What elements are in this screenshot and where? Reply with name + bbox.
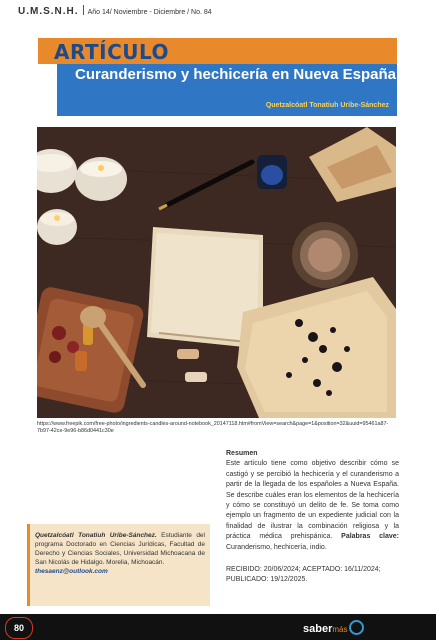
article-title: Curanderismo y hechicería en Nueva España	[75, 66, 396, 83]
page-number: 80	[5, 617, 33, 639]
title-banner	[57, 64, 397, 116]
saber-mas-logo	[303, 620, 364, 635]
author-box-text	[35, 531, 205, 576]
page-footer	[0, 614, 436, 640]
section-banner	[38, 38, 397, 64]
author-name: Quetzalcóatl Tonatiuh Uribe-Sánchez.	[35, 532, 157, 539]
author-box	[27, 524, 210, 606]
image-credit: https://www.freepik.com/free-photo/ingredients-candles-around-notebook_20147118.htm#fromView=search&page=1&position=32&uuid=95461a87-7b97-42ce-9e96-b86d0441c30e	[37, 421, 389, 434]
photo-illustration	[37, 127, 396, 418]
journal-name: U.M.S.N.H.	[18, 6, 79, 17]
article-author: Quetzalcóatl Tonatiuh Uribe-Sánchez	[265, 102, 389, 109]
author-email[interactable]: thesaenz@outlook.com	[35, 568, 108, 576]
abstract-heading: Resumen	[226, 450, 258, 457]
abstract	[226, 449, 399, 586]
logo-brand: saber	[303, 623, 333, 635]
abstract-text	[226, 459, 399, 553]
logo-ring-icon	[349, 620, 364, 635]
article-photo	[37, 127, 396, 418]
publication-dates: RECIBIDO: 20/06/2024; ACEPTADO: 16/11/2024; PUBLICADO: 19/12/2025.	[226, 566, 381, 584]
header-divider	[83, 5, 84, 15]
issue-info: Año 14/ Noviembre - Diciembre / No. 84	[87, 9, 212, 16]
section-label: ARTÍCULO	[54, 40, 170, 64]
logo-suffix: más	[332, 625, 348, 634]
keywords-value: Curanderismo, hechicería, indio.	[226, 543, 327, 551]
running-header	[18, 5, 212, 17]
keywords-label: Palabras clave:	[341, 533, 399, 541]
abstract-body: Este artículo tiene como objetivo describir cómo se castigó y se percibió la hechicería y el curanderismo a partir de la llegada de los españoles a Nueva España. Se describe cuáles eran los elementos de la hechicería y cómo se constituyó un delito de fe. Se toma como ejemplo un fragmento de un expediente judicial con la finalidad de ilustrar la combinación religiosa y la práctica médica prehispánica.	[226, 460, 399, 541]
author-bio: Estudiante del programa Doctorado en Ciencias Jurídicas, Facultad de Derecho y Ciencias Sociales, Universidad Michoacana de San Nicolás de Hidalgo. Morelia, Michoacán.	[35, 532, 205, 567]
author-box-accent	[27, 524, 30, 606]
